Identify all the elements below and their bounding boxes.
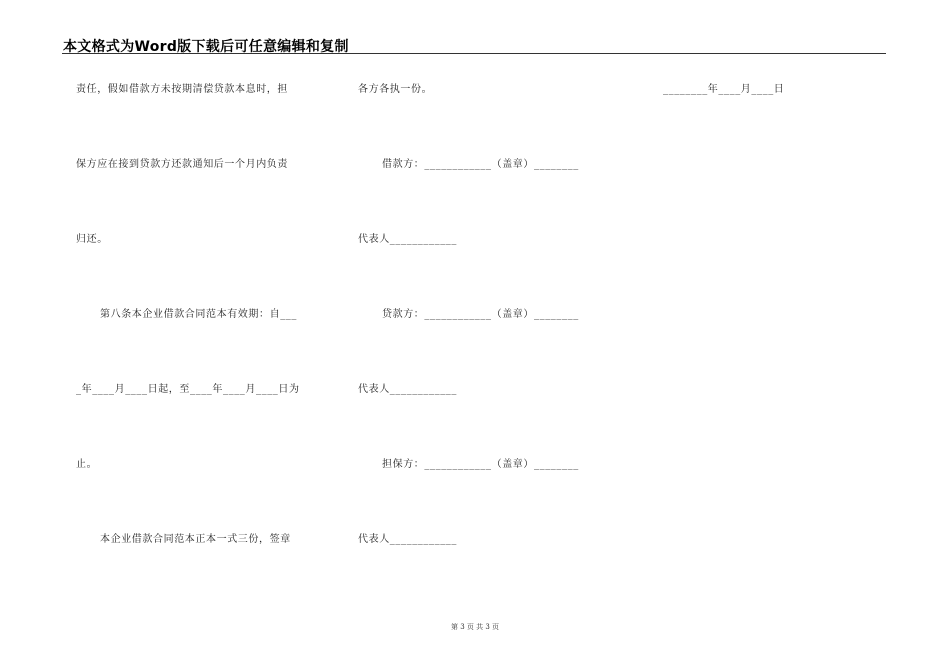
col1-line-5: _年____月____日起，至____年____月____日为 xyxy=(76,384,300,395)
col1-line-4: 第八条本企业借款合同范本有效期：自___ xyxy=(100,309,297,320)
signing-date-line: ________年____月____日 xyxy=(663,84,785,95)
col1-line-3: 归还。 xyxy=(76,234,108,245)
col1-line-7: 本企业借款合同范本正本一式三份，签章 xyxy=(100,534,291,545)
guarantor-representative-line: 代表人____________ xyxy=(358,534,457,545)
lender-signature-line: 贷款方：____________（盖章）________ xyxy=(382,309,579,320)
lender-representative-line: 代表人____________ xyxy=(358,384,457,395)
header-divider xyxy=(62,53,886,54)
borrower-representative-line: 代表人____________ xyxy=(358,234,457,245)
col2-line-1: 各方各执一份。 xyxy=(358,84,433,95)
col1-line-2: 保方应在接到贷款方还款通知后一个月内负责 xyxy=(76,159,288,170)
document-header-title: 本文格式为Word版下载后可任意编辑和复制 xyxy=(63,39,349,55)
guarantor-signature-line: 担保方：____________（盖章）________ xyxy=(382,459,579,470)
col1-line-1: 责任，假如借款方未按期清偿贷款本息时，担 xyxy=(76,84,288,95)
borrower-signature-line: 借款方：____________（盖章）________ xyxy=(382,159,579,170)
col1-line-6: 止。 xyxy=(76,459,98,470)
page-number-footer: 第 3 页 共 3 页 xyxy=(450,623,500,631)
